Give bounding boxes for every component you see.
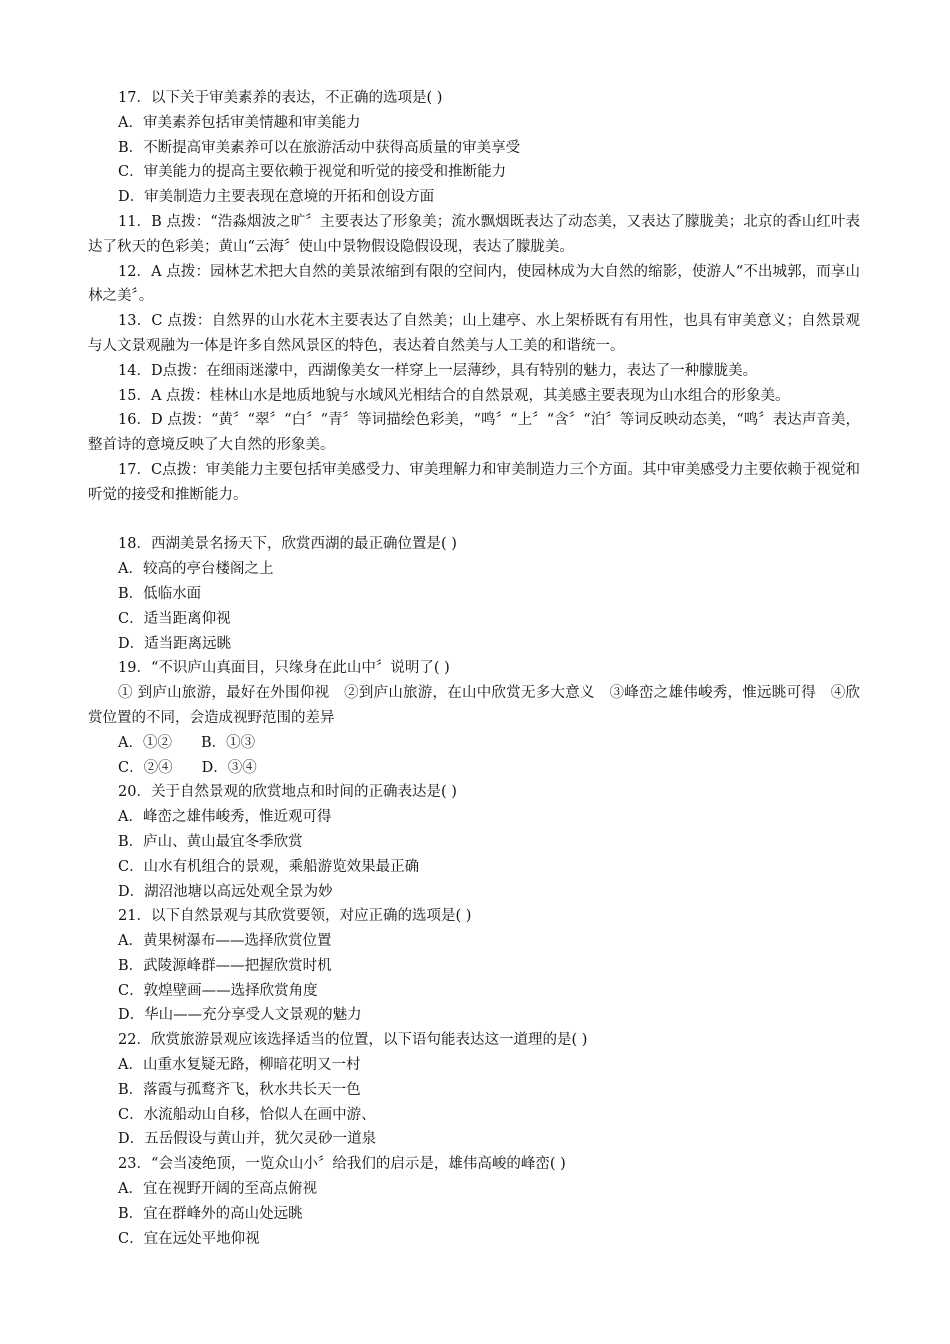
option-d: D．五岳假设与黄山并，犹欠灵砂一道泉 — [118, 1131, 377, 1148]
option-b: B．武陵源峰群——把握欣赏时机 — [118, 957, 332, 974]
answer-15: 15．A 点拨：桂林山水是地质地貌与水域风光相结合的自然景观，其美感主要表现为山水组合的形象美。 — [118, 387, 790, 404]
answer-14: 14．D点拨：在细雨迷濛中，西湖像美女一样穿上一层薄纱，具有特别的魅力，表达了一种朦胧美。 — [118, 362, 758, 379]
option-a: A．峰峦之雄伟峻秀，惟近观可得 — [118, 809, 332, 826]
question-stem: 23．“会当凌绝顶，一览众山小〞给我们的启示是，雄伟高峻的峰峦( ) — [118, 1156, 566, 1173]
option-a: A．较高的亭台楼阁之上 — [118, 561, 274, 578]
question-stem: 20．关于自然景观的欣赏地点和时间的正确表达是( ) — [118, 784, 457, 801]
question-stem: 21．以下自然景观与其欣赏要领，对应正确的选项是( ) — [118, 908, 472, 925]
option-d: D．华山——充分享受人文景观的魅力 — [118, 1007, 362, 1024]
question-stem: 18．西湖美景名扬天下，欣赏西湖的最正确位置是( ) — [118, 536, 457, 553]
answer-16: 16．D 点拨：“黄〞“翠〞“白〞“青〞等词描绘色彩美，“鸣〞“上〞“含〞“泊〞等词反映动态美，“鸣〞表达声音美，整首诗的意境反映了大自然的形象美。 — [88, 412, 860, 454]
option-c: C．适当距离仰视 — [118, 610, 231, 627]
option-b: B．低临水面 — [118, 585, 202, 602]
option-d: D．审美制造力主要表现在意境的开拓和创设方面 — [118, 189, 435, 206]
question-stem: 22．欣赏旅游景观应该选择适当的位置，以下语句能表达这一道理的是( ) — [118, 1032, 588, 1049]
option-d: D．适当距离远眺 — [118, 635, 232, 652]
question-19 — [88, 656, 860, 780]
answer-12: 12．A 点拨：园林艺术把大自然的美景浓缩到有限的空间内，使园林成为大自然的缩影，使游人“不出城郭，而享山林之美〞。 — [88, 263, 860, 305]
answer-17: 17．C点拨：审美能力主要包括审美感受力、审美理解力和审美制造力三个方面。其中审美感受力主要依赖于视觉和听觉的接受和推断能力。 — [88, 461, 860, 503]
option-b: B．落霞与孤鹜齐飞，秋水共长天一色 — [118, 1081, 361, 1098]
option-a: A．黄果树瀑布——选择欣赏位置 — [118, 933, 332, 950]
question-stem: 19．“不识庐山真面目，只缘身在此山中〞说明了( ) — [118, 660, 450, 677]
section-spacer — [88, 508, 860, 533]
statement-list: ① 到庐山旅游，最好在外围仰视 ②到庐山旅游，在山中欣赏无多大意义 ③峰峦之雄伟峻秀，惟远眺可得 ④欣赏位置的不同，会造成视野范围的差异 — [88, 685, 860, 726]
option-b: B．宜在群峰外的高山处远眺 — [118, 1205, 303, 1222]
option-a: A．宜在视野开阔的至高点俯视 — [118, 1181, 317, 1198]
option-a: A．山重水复疑无路，柳暗花明又一村 — [118, 1057, 361, 1074]
option-c: C．审美能力的提高主要依赖于视觉和听觉的接受和推断能力 — [118, 164, 507, 181]
options-row-2: C．②④ D．③④ — [118, 759, 257, 776]
options-row-1: A．①② B．①③ — [118, 734, 256, 751]
option-b: B．不断提高审美素养可以在旅游活动中获得高质量的审美享受 — [118, 139, 521, 156]
option-b: B．庐山、黄山最宜冬季欣赏 — [118, 833, 303, 850]
option-c: C．宜在远处平地仰视 — [118, 1230, 260, 1247]
option-c: C．山水有机组合的景观，乘船游览效果最正确 — [118, 858, 420, 875]
answer-explanations — [88, 210, 860, 508]
question-21 — [88, 904, 860, 1028]
option-c: C．水流船动山自移，恰似人在画中游、 — [118, 1106, 376, 1123]
option-d: D．湖沼池塘以高远处观全景为妙 — [118, 883, 333, 900]
question-17-block — [88, 86, 860, 210]
option-a: A．审美素养包括审美情趣和审美能力 — [118, 114, 361, 131]
question-23 — [88, 1152, 860, 1251]
question-stem: 17．以下关于审美素养的表达，不正确的选项是( ) — [118, 90, 443, 106]
option-c: C．敦煌壁画——选择欣赏角度 — [118, 982, 318, 999]
question-22 — [88, 1028, 860, 1152]
document-page — [88, 86, 860, 1251]
question-20 — [88, 780, 860, 904]
question-18 — [88, 532, 860, 656]
answer-11: 11．B 点拨：“浩淼烟波之旷〞主要表达了形象美；流水飘烟既表达了动态美，又表达了朦胧美；北京的香山红叶表达了秋天的色彩美；黄山“云海〞使山中景物假设隐假设现，表达了朦胧美。 — [88, 213, 860, 255]
answer-13: 13．C 点拨：自然界的山水花木主要表达了自然美；山上建亭、水上架桥既有有用性，也具有审美意义；自然景观与人文景观融为一体是许多自然风景区的特色，表达着自然美与人工美的和谐统一。 — [88, 313, 860, 354]
